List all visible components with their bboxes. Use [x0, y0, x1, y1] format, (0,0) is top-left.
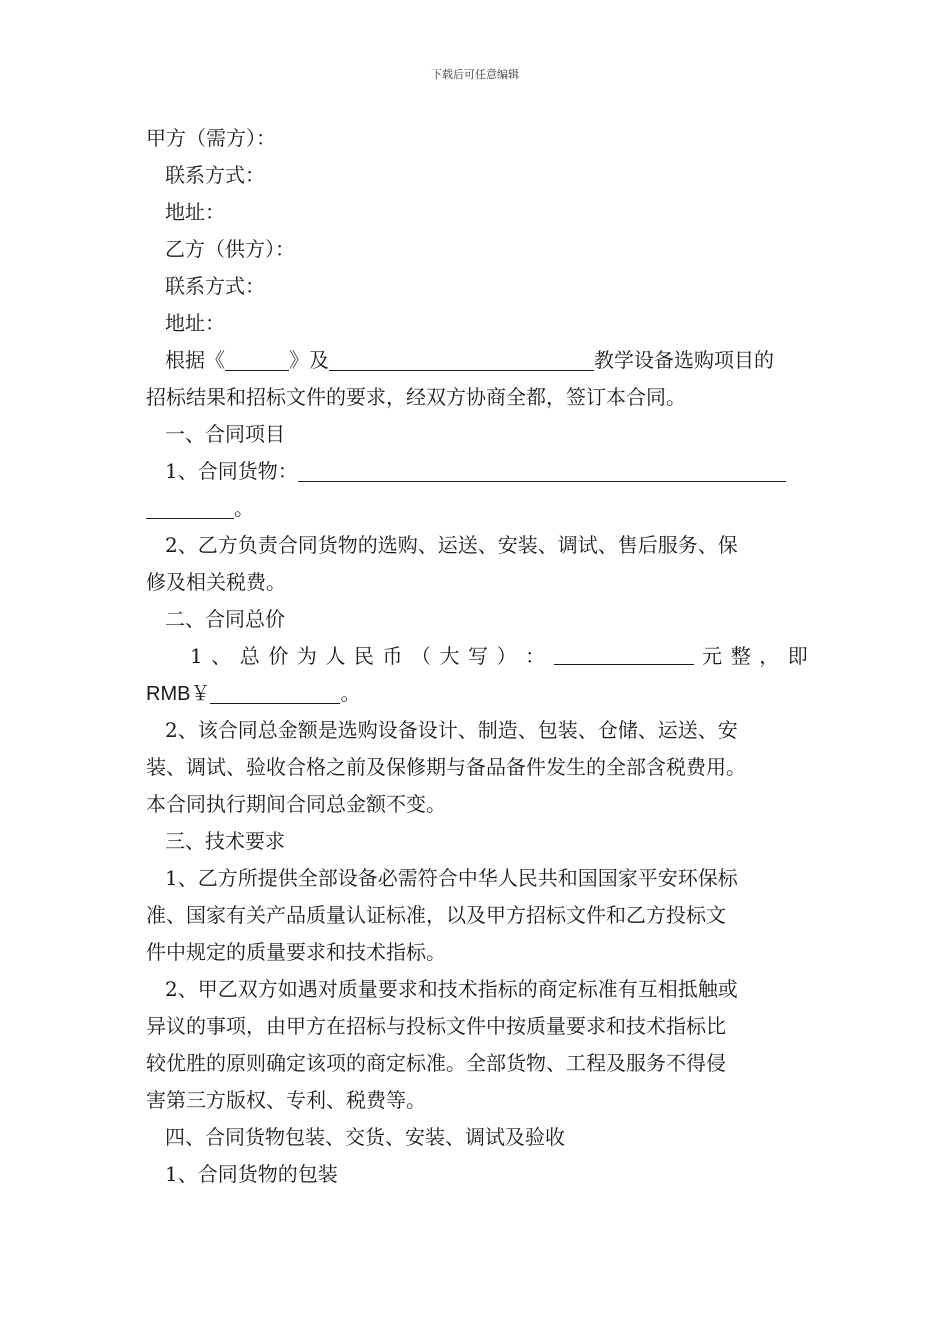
basis-text-3: 教学设备选购项目的 [594, 348, 774, 372]
rmb-label: RMB￥ [146, 683, 211, 705]
basis-text-2: 》及 [289, 348, 329, 372]
price-char: ） [496, 644, 517, 668]
packaging-line: 1、合同货物的包装 [165, 1162, 338, 1186]
price-char: 1 [190, 644, 203, 668]
basis-text-1: 根据《 [165, 348, 225, 372]
contract-body [146, 120, 808, 1193]
basis-line [146, 342, 808, 379]
section-4-heading: 四、合同货物包装、交货、安装、调试及验收 [165, 1125, 565, 1149]
section-1-heading: 一、合同项目 [165, 422, 285, 446]
item-2-line: 2、乙方负责合同货物的选购、运送、安装、调试、售后服务、保 [165, 533, 738, 557]
price-unit-char: ， [759, 644, 780, 668]
basis-cont-line: 招标结果和招标文件的要求，经双方协商全都，签订本合同。 [146, 385, 686, 409]
contact-b-line: 联系方式： [165, 274, 265, 298]
price-char: 价 [268, 644, 289, 668]
rmb-line [146, 675, 808, 712]
goods-end: 。 [234, 496, 254, 520]
tech-2-line-1: 2、甲乙双方如遇对质量要求和技术指标的商定标准有互相抵触或 [165, 977, 738, 1001]
section-2-heading: 二、合同总价 [165, 607, 285, 631]
party-a-line: 甲方（需方）： [146, 126, 276, 150]
rmb-end: 。 [340, 681, 361, 705]
section-3-heading: 三、技术要求 [165, 829, 285, 853]
page-header: 下载后可任意编辑 [431, 68, 519, 81]
price-char: 总 [239, 644, 260, 668]
price-char: 为 [296, 644, 317, 668]
goods-blank[interactable] [298, 455, 786, 482]
goods-line [146, 453, 808, 490]
address-b-line: 地址： [165, 311, 225, 335]
total-line-1: 2、该合同总金额是选购设备设计、制造、包装、仓储、运送、安 [165, 718, 738, 742]
tech-2-line-4: 害第三方版权、专利、税费等。 [146, 1088, 426, 1112]
tech-1-line-2: 准、国家有关产品质量认证标准，以及甲方招标文件和乙方投标文 [146, 903, 726, 927]
total-line-2: 装、调试、验收合格之前及保修期与备品备件发生的全部含税费用。 [146, 755, 746, 779]
tech-1-line-3: 件中规定的质量要求和技术指标。 [146, 940, 446, 964]
tech-1-line-1: 1、乙方所提供全部设备必需符合中华人民共和国国家平安环保标 [165, 866, 738, 890]
rmb-blank[interactable] [210, 677, 340, 704]
price-char: 写 [468, 644, 489, 668]
goods-label: 1、合同货物： [165, 459, 298, 483]
price-char: 人 [325, 644, 346, 668]
price-unit-char: 即 [787, 644, 808, 668]
address-a-line: 地址： [165, 200, 225, 224]
basis-blank-title[interactable] [225, 344, 289, 371]
price-unit-char: 整 [730, 644, 751, 668]
price-char: 币 [382, 644, 403, 668]
price-unit-char: 元 [702, 644, 723, 668]
tech-2-line-3: 较优胜的原则确定该项的商定标准。全部货物、工程及服务不得侵 [146, 1051, 726, 1075]
basis-blank-name[interactable] [329, 344, 594, 371]
total-line-3: 本合同执行期间合同总金额不变。 [146, 792, 446, 816]
price-char: 、 [211, 644, 232, 668]
price-char: ： [525, 644, 546, 668]
price-char: 民 [353, 644, 374, 668]
contact-a-line: 联系方式： [165, 163, 265, 187]
price-words-blank[interactable] [554, 638, 694, 665]
goods-blank-cont[interactable] [146, 492, 234, 519]
price-char: 大 [439, 644, 460, 668]
price-line [146, 638, 808, 675]
goods-cont-line [146, 490, 808, 527]
item-2-cont-line: 修及相关税费。 [146, 570, 286, 594]
tech-2-line-2: 异议的事项，由甲方在招标与投标文件中按质量要求和技术指标比 [146, 1014, 726, 1038]
price-char: （ [410, 644, 431, 668]
party-b-line: 乙方（供方）： [165, 237, 295, 261]
